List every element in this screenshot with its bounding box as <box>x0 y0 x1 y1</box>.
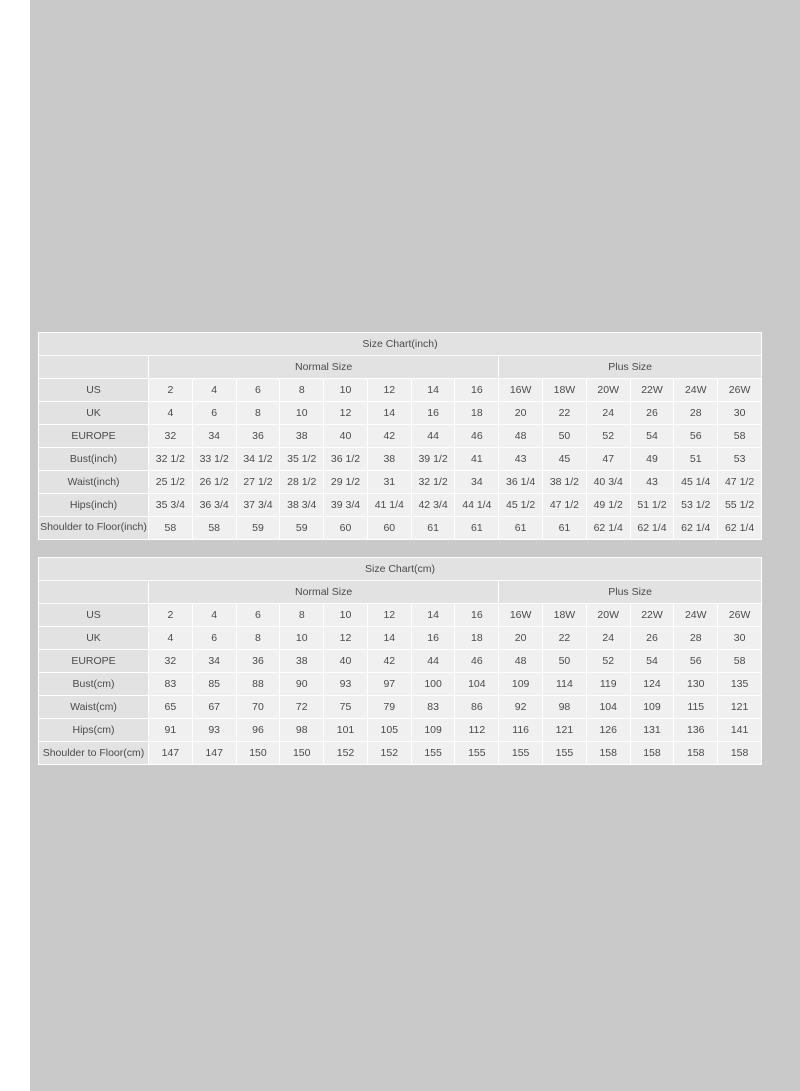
data-cell: 32 <box>149 425 193 448</box>
data-cell: 126 <box>586 719 630 742</box>
table-row <box>39 402 762 425</box>
data-cell: 116 <box>499 719 543 742</box>
data-cell: 150 <box>280 742 324 765</box>
data-cell: 83 <box>149 673 193 696</box>
data-cell: 34 <box>192 425 236 448</box>
data-cell: 6 <box>192 402 236 425</box>
data-cell: 39 1/2 <box>411 448 455 471</box>
data-cell: 42 <box>367 650 411 673</box>
data-cell: 16 <box>455 604 499 627</box>
table-row <box>39 517 762 540</box>
table-row <box>39 379 762 402</box>
data-cell: 93 <box>324 673 368 696</box>
row-label: Waist(inch) <box>39 471 149 494</box>
data-cell: 34 1/2 <box>236 448 280 471</box>
data-cell: 62 1/4 <box>586 517 630 540</box>
data-cell: 60 <box>324 517 368 540</box>
data-cell: 44 <box>411 650 455 673</box>
data-cell: 10 <box>324 604 368 627</box>
data-cell: 115 <box>674 696 718 719</box>
data-cell: 25 1/2 <box>149 471 193 494</box>
data-cell: 124 <box>630 673 674 696</box>
row-label: Bust(inch) <box>39 448 149 471</box>
data-cell: 56 <box>674 650 718 673</box>
data-cell: 47 1/2 <box>543 494 587 517</box>
data-cell: 38 <box>367 448 411 471</box>
data-cell: 61 <box>411 517 455 540</box>
data-cell: 83 <box>411 696 455 719</box>
data-cell: 40 <box>324 425 368 448</box>
data-cell: 56 <box>674 425 718 448</box>
data-cell: 8 <box>280 379 324 402</box>
data-cell: 4 <box>149 402 193 425</box>
data-cell: 24W <box>674 379 718 402</box>
data-cell: 38 <box>280 425 324 448</box>
chart-title-row <box>39 333 762 356</box>
data-cell: 58 <box>149 517 193 540</box>
group-header: Plus Size <box>499 581 762 604</box>
group-header-row <box>39 581 762 604</box>
data-cell: 75 <box>324 696 368 719</box>
group-header: Plus Size <box>499 356 762 379</box>
data-cell: 44 <box>411 425 455 448</box>
data-cell: 2 <box>149 604 193 627</box>
data-cell: 18W <box>543 379 587 402</box>
table-row <box>39 448 762 471</box>
data-cell: 52 <box>586 425 630 448</box>
data-cell: 119 <box>586 673 630 696</box>
data-cell: 61 <box>499 517 543 540</box>
data-cell: 65 <box>149 696 193 719</box>
row-label: Hips(inch) <box>39 494 149 517</box>
data-cell: 46 <box>455 425 499 448</box>
data-cell: 98 <box>543 696 587 719</box>
data-cell: 109 <box>499 673 543 696</box>
size-chart-inch <box>38 332 762 540</box>
data-cell: 109 <box>411 719 455 742</box>
data-cell: 147 <box>149 742 193 765</box>
row-label: Shoulder to Floor(inch) <box>39 517 149 540</box>
data-cell: 34 <box>192 650 236 673</box>
data-cell: 85 <box>192 673 236 696</box>
chart-title: Size Chart(cm) <box>39 558 762 581</box>
data-cell: 47 <box>586 448 630 471</box>
data-cell: 24 <box>586 402 630 425</box>
data-cell: 41 1/4 <box>367 494 411 517</box>
data-cell: 55 1/2 <box>718 494 762 517</box>
data-cell: 53 <box>718 448 762 471</box>
data-cell: 96 <box>236 719 280 742</box>
data-cell: 6 <box>236 379 280 402</box>
table-row <box>39 742 762 765</box>
data-cell: 4 <box>192 604 236 627</box>
table-row <box>39 719 762 742</box>
data-cell: 33 1/2 <box>192 448 236 471</box>
row-label: Shoulder to Floor(cm) <box>39 742 149 765</box>
data-cell: 152 <box>324 742 368 765</box>
data-cell: 14 <box>367 627 411 650</box>
data-cell: 28 <box>674 627 718 650</box>
data-cell: 136 <box>674 719 718 742</box>
data-cell: 28 <box>674 402 718 425</box>
data-cell: 158 <box>718 742 762 765</box>
data-cell: 10 <box>280 627 324 650</box>
table-row <box>39 471 762 494</box>
data-cell: 62 1/4 <box>630 517 674 540</box>
data-cell: 61 <box>543 517 587 540</box>
data-cell: 114 <box>543 673 587 696</box>
data-cell: 58 <box>192 517 236 540</box>
data-cell: 32 <box>149 650 193 673</box>
data-cell: 150 <box>236 742 280 765</box>
data-cell: 92 <box>499 696 543 719</box>
data-cell: 22W <box>630 379 674 402</box>
data-cell: 26W <box>718 604 762 627</box>
data-cell: 40 <box>324 650 368 673</box>
data-cell: 59 <box>236 517 280 540</box>
data-cell: 47 1/2 <box>718 471 762 494</box>
group-header: Normal Size <box>149 356 499 379</box>
data-cell: 41 <box>455 448 499 471</box>
data-cell: 112 <box>455 719 499 742</box>
data-cell: 91 <box>149 719 193 742</box>
data-cell: 31 <box>367 471 411 494</box>
data-cell: 6 <box>236 604 280 627</box>
data-cell: 34 <box>455 471 499 494</box>
data-cell: 155 <box>455 742 499 765</box>
data-cell: 130 <box>674 673 718 696</box>
data-cell: 51 1/2 <box>630 494 674 517</box>
data-cell: 26 <box>630 627 674 650</box>
group-header-row <box>39 356 762 379</box>
data-cell: 24 <box>586 627 630 650</box>
data-cell: 27 1/2 <box>236 471 280 494</box>
data-cell: 88 <box>236 673 280 696</box>
data-cell: 38 3/4 <box>280 494 324 517</box>
data-cell: 43 <box>499 448 543 471</box>
data-cell: 104 <box>586 696 630 719</box>
data-cell: 26 <box>630 402 674 425</box>
data-cell: 59 <box>280 517 324 540</box>
data-cell: 32 1/2 <box>149 448 193 471</box>
size-chart-inch-table <box>38 332 762 540</box>
table-row <box>39 696 762 719</box>
data-cell: 8 <box>236 402 280 425</box>
data-cell: 36 1/4 <box>499 471 543 494</box>
data-cell: 155 <box>543 742 587 765</box>
data-cell: 36 <box>236 650 280 673</box>
table-row <box>39 425 762 448</box>
data-cell: 42 3/4 <box>411 494 455 517</box>
data-cell: 50 <box>543 650 587 673</box>
data-cell: 8 <box>280 604 324 627</box>
data-cell: 54 <box>630 425 674 448</box>
data-cell: 38 1/2 <box>543 471 587 494</box>
data-cell: 44 1/4 <box>455 494 499 517</box>
data-cell: 45 1/2 <box>499 494 543 517</box>
data-cell: 22 <box>543 402 587 425</box>
data-cell: 36 <box>236 425 280 448</box>
data-cell: 42 <box>367 425 411 448</box>
data-cell: 18W <box>543 604 587 627</box>
data-cell: 36 3/4 <box>192 494 236 517</box>
data-cell: 51 <box>674 448 718 471</box>
data-cell: 30 <box>718 402 762 425</box>
row-label: UK <box>39 402 149 425</box>
data-cell: 16W <box>499 379 543 402</box>
data-cell: 32 1/2 <box>411 471 455 494</box>
chart-title-row <box>39 558 762 581</box>
data-cell: 98 <box>280 719 324 742</box>
data-cell: 12 <box>367 379 411 402</box>
data-cell: 100 <box>411 673 455 696</box>
data-cell: 39 3/4 <box>324 494 368 517</box>
data-cell: 36 1/2 <box>324 448 368 471</box>
row-label: US <box>39 379 149 402</box>
data-cell: 158 <box>630 742 674 765</box>
data-cell: 135 <box>718 673 762 696</box>
data-cell: 18 <box>455 627 499 650</box>
data-cell: 147 <box>192 742 236 765</box>
data-cell: 35 3/4 <box>149 494 193 517</box>
data-cell: 101 <box>324 719 368 742</box>
data-cell: 35 1/2 <box>280 448 324 471</box>
data-cell: 109 <box>630 696 674 719</box>
data-cell: 54 <box>630 650 674 673</box>
data-cell: 52 <box>586 650 630 673</box>
data-cell: 18 <box>455 402 499 425</box>
data-cell: 152 <box>367 742 411 765</box>
row-label: Waist(cm) <box>39 696 149 719</box>
data-cell: 49 1/2 <box>586 494 630 517</box>
table-row <box>39 627 762 650</box>
data-cell: 26W <box>718 379 762 402</box>
data-cell: 45 1/4 <box>674 471 718 494</box>
data-cell: 40 3/4 <box>586 471 630 494</box>
data-cell: 70 <box>236 696 280 719</box>
data-cell: 20W <box>586 604 630 627</box>
data-cell: 60 <box>367 517 411 540</box>
data-cell: 24W <box>674 604 718 627</box>
data-cell: 155 <box>499 742 543 765</box>
chart-title: Size Chart(inch) <box>39 333 762 356</box>
table-row <box>39 673 762 696</box>
data-cell: 16 <box>455 379 499 402</box>
data-cell: 10 <box>324 379 368 402</box>
group-header-corner <box>39 581 149 604</box>
size-chart-cm-table <box>38 557 762 765</box>
data-cell: 155 <box>411 742 455 765</box>
data-cell: 72 <box>280 696 324 719</box>
data-cell: 4 <box>149 627 193 650</box>
data-cell: 121 <box>718 696 762 719</box>
table-row <box>39 650 762 673</box>
row-label: UK <box>39 627 149 650</box>
data-cell: 97 <box>367 673 411 696</box>
data-cell: 53 1/2 <box>674 494 718 517</box>
table-row <box>39 494 762 517</box>
data-cell: 20W <box>586 379 630 402</box>
row-label: EUROPE <box>39 650 149 673</box>
data-cell: 8 <box>236 627 280 650</box>
data-cell: 93 <box>192 719 236 742</box>
data-cell: 62 1/4 <box>674 517 718 540</box>
data-cell: 49 <box>630 448 674 471</box>
data-cell: 67 <box>192 696 236 719</box>
data-cell: 86 <box>455 696 499 719</box>
data-cell: 79 <box>367 696 411 719</box>
data-cell: 158 <box>674 742 718 765</box>
table-row <box>39 604 762 627</box>
data-cell: 26 1/2 <box>192 471 236 494</box>
data-cell: 46 <box>455 650 499 673</box>
data-cell: 105 <box>367 719 411 742</box>
data-cell: 62 1/4 <box>718 517 762 540</box>
data-cell: 104 <box>455 673 499 696</box>
row-label: EUROPE <box>39 425 149 448</box>
size-chart-cm <box>38 557 762 765</box>
data-cell: 30 <box>718 627 762 650</box>
page-left-margin <box>0 0 30 1091</box>
data-cell: 58 <box>718 425 762 448</box>
row-label: Bust(cm) <box>39 673 149 696</box>
data-cell: 16W <box>499 604 543 627</box>
data-cell: 131 <box>630 719 674 742</box>
group-header-corner <box>39 356 149 379</box>
data-cell: 20 <box>499 627 543 650</box>
data-cell: 158 <box>586 742 630 765</box>
data-cell: 141 <box>718 719 762 742</box>
data-cell: 90 <box>280 673 324 696</box>
data-cell: 14 <box>411 379 455 402</box>
data-cell: 12 <box>367 604 411 627</box>
data-cell: 12 <box>324 402 368 425</box>
data-cell: 6 <box>192 627 236 650</box>
data-cell: 22W <box>630 604 674 627</box>
data-cell: 48 <box>499 425 543 448</box>
group-header: Normal Size <box>149 581 499 604</box>
data-cell: 38 <box>280 650 324 673</box>
data-cell: 37 3/4 <box>236 494 280 517</box>
data-cell: 58 <box>718 650 762 673</box>
data-cell: 22 <box>543 627 587 650</box>
data-cell: 121 <box>543 719 587 742</box>
data-cell: 48 <box>499 650 543 673</box>
data-cell: 4 <box>192 379 236 402</box>
data-cell: 14 <box>411 604 455 627</box>
data-cell: 14 <box>367 402 411 425</box>
data-cell: 10 <box>280 402 324 425</box>
data-cell: 28 1/2 <box>280 471 324 494</box>
data-cell: 12 <box>324 627 368 650</box>
data-cell: 50 <box>543 425 587 448</box>
row-label: US <box>39 604 149 627</box>
data-cell: 43 <box>630 471 674 494</box>
data-cell: 61 <box>455 517 499 540</box>
data-cell: 16 <box>411 627 455 650</box>
data-cell: 2 <box>149 379 193 402</box>
data-cell: 45 <box>543 448 587 471</box>
data-cell: 29 1/2 <box>324 471 368 494</box>
size-charts-container <box>38 332 762 782</box>
data-cell: 16 <box>411 402 455 425</box>
row-label: Hips(cm) <box>39 719 149 742</box>
data-cell: 20 <box>499 402 543 425</box>
